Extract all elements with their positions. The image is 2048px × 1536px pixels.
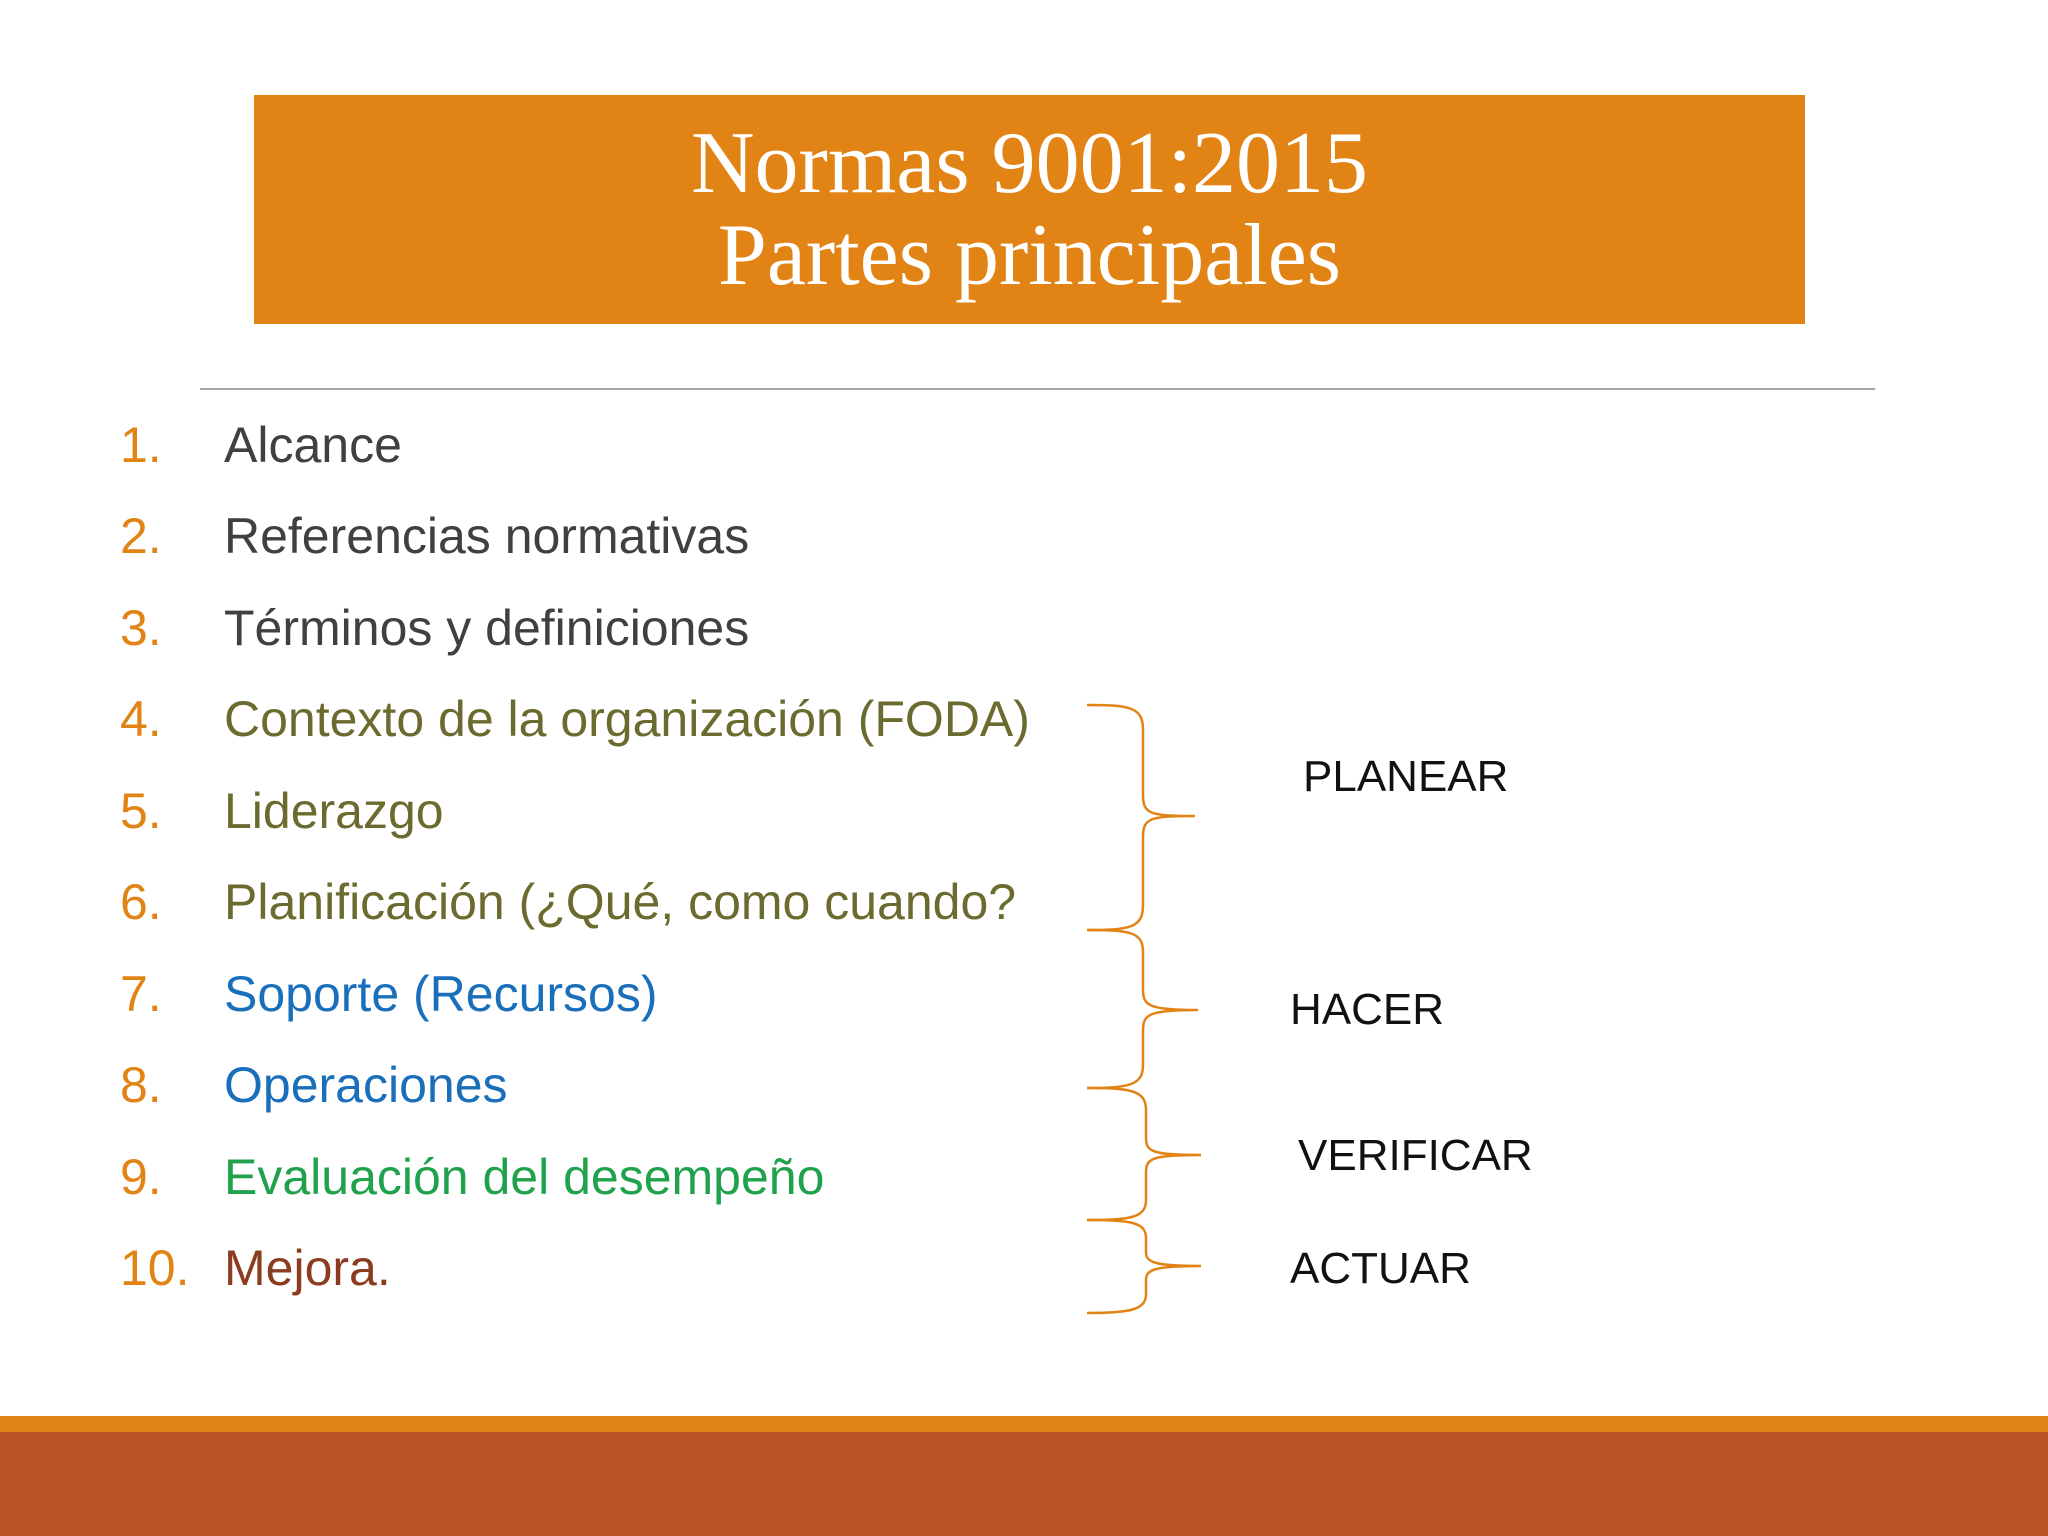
list-item-number: 8.: [120, 1057, 162, 1113]
list-item-text: Mejora.: [224, 1240, 391, 1296]
title-line-1: Normas 9001:2015: [690, 114, 1369, 212]
list-item-text: Operaciones: [224, 1057, 508, 1113]
list-item-text: Referencias normativas: [224, 508, 750, 564]
list-item-text: Liderazgo: [224, 783, 444, 839]
list-item-text: Alcance: [224, 417, 402, 473]
footer-band: [0, 1432, 2048, 1536]
list-item-number: 5.: [120, 783, 162, 839]
phase-label-hacer: HACER: [1290, 985, 1445, 1034]
list-item-number: 2.: [120, 508, 162, 564]
phase-label-planear: PLANEAR: [1303, 752, 1509, 801]
list-item-number: 4.: [120, 691, 162, 747]
list-item-number: 10.: [120, 1240, 190, 1296]
list-item-number: 7.: [120, 966, 162, 1022]
phase-label-actuar: ACTUAR: [1290, 1244, 1471, 1293]
brace-verificar: [1087, 1088, 1201, 1220]
list-item-text: Contexto de la organización (FODA): [224, 691, 1030, 747]
title-line-2: Partes principales: [717, 206, 1342, 304]
brace-planear: [1087, 705, 1195, 930]
list-item-number: 6.: [120, 874, 162, 930]
brace-actuar: [1087, 1220, 1201, 1313]
list-item-number: 1.: [120, 417, 162, 473]
phase-label-verificar: VERIFICAR: [1298, 1131, 1533, 1180]
brace-hacer: [1087, 930, 1198, 1088]
footer-accent-band: [0, 1416, 2048, 1432]
list-item-text: Soporte (Recursos): [224, 966, 658, 1022]
list-item-text: Planificación (¿Qué, como cuando?: [224, 874, 1017, 930]
list-item-number: 3.: [120, 600, 162, 656]
list-item-text: Evaluación del desempeño: [224, 1149, 825, 1205]
list-item-text: Términos y definiciones: [224, 600, 750, 656]
list-item-number: 9.: [120, 1149, 162, 1205]
